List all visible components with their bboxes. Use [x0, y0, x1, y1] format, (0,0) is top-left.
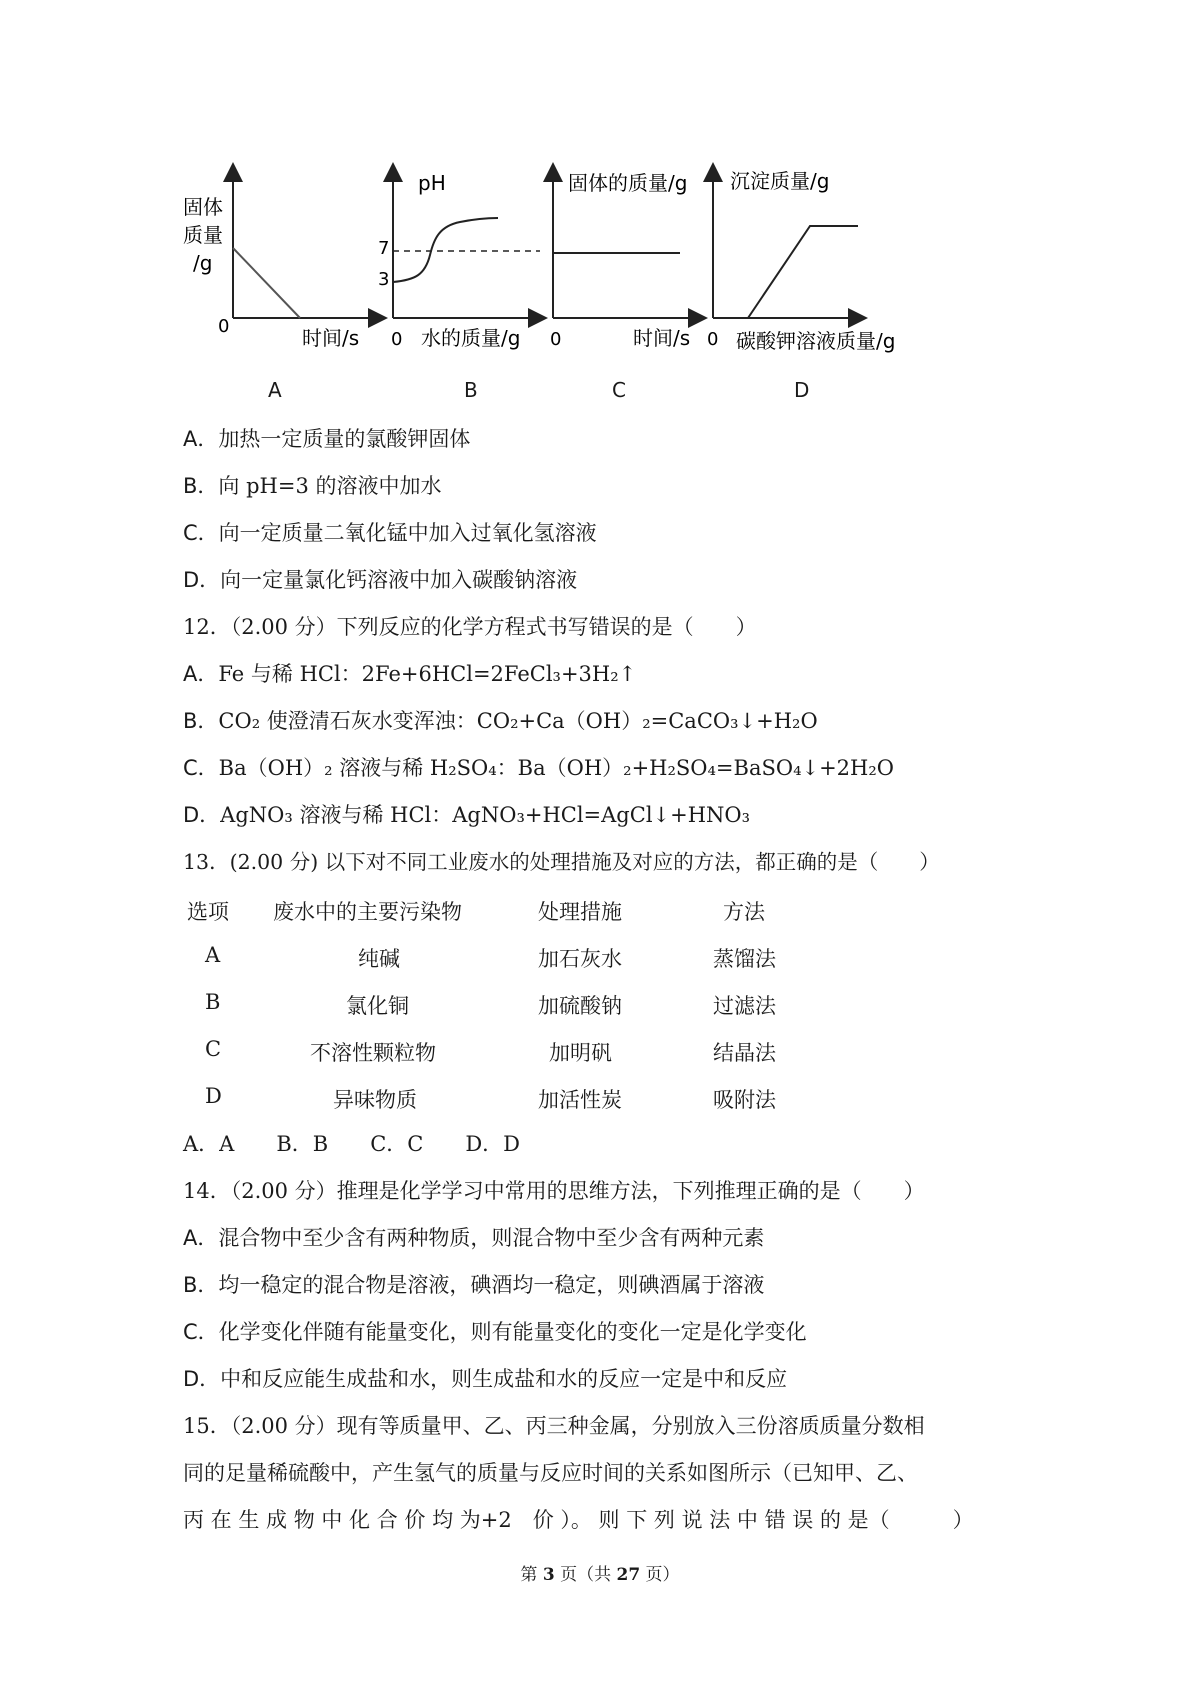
table-cell: 异味物质: [333, 1088, 417, 1112]
figure-b: [378, 171, 540, 350]
table-header-cell: 处理措施: [538, 900, 622, 924]
figure-label-c: C: [612, 378, 626, 402]
table-cell: A: [205, 943, 221, 967]
q11-option-a: A．加热一定质量的氯酸钾固体: [183, 427, 471, 451]
table-row: [183, 943, 883, 990]
fig-a-ytitle-3: /g: [193, 251, 213, 275]
table-cell: D: [205, 1084, 222, 1108]
fig-d-ytitle: 沉淀质量/g: [730, 169, 830, 193]
fig-b-ytitle: pH: [418, 171, 446, 195]
fig-c-origin: 0: [550, 329, 562, 350]
q15-line-2: 同的足量稀硫酸中，产生氢气的质量与反应时间的关系如图所示（已知甲、乙、: [183, 1461, 918, 1485]
table-cell: 吸附法: [713, 1088, 776, 1112]
footer-text: 页（共: [554, 1565, 617, 1585]
q12-stem: 12．（2.00 分）下列反应的化学方程式书写错误的是（ ）: [183, 615, 757, 639]
q11-option-b: B．向 pH=3 的溶液中加水: [183, 474, 442, 498]
q13-table: [183, 896, 883, 1131]
q15-line-1: 15．（2.00 分）现有等质量甲、乙、丙三种金属，分别放入三份溶质质量分数相: [183, 1414, 925, 1438]
q14-option-d: D．中和反应能生成盐和水，则生成盐和水的反应一定是中和反应: [183, 1367, 788, 1391]
fig-c-xtitle: 时间/s: [633, 326, 691, 350]
q13-stem: 13．(2.00 分) 以下对不同工业废水的处理措施及对应的方法，都正确的是（ ）: [183, 850, 940, 874]
fig-a-xtitle: 时间/s: [302, 326, 360, 350]
fig-c-ytitle: 固体的质量/g: [568, 171, 688, 195]
footer-text: 页）: [640, 1565, 680, 1585]
table-header-cell: 选项: [187, 900, 229, 924]
figure-c: [550, 171, 698, 350]
q12-option-b: B．CO₂ 使澄清石灰水变浑浊：CO₂+Ca（OH）₂=CaCO₃↓+H₂O: [183, 709, 818, 733]
q14-stem: 14．（2.00 分）推理是化学学习中常用的思维方法，下列推理正确的是（ ）: [183, 1179, 925, 1203]
total-pages: 27: [616, 1565, 641, 1585]
fig-b-xtitle: 水的质量/g: [421, 326, 521, 350]
q12-option-c: C．Ba（OH）₂ 溶液与稀 H₂SO₄：Ba（OH）₂+H₂SO₄=BaSO₄↓+2H₂O: [183, 756, 894, 780]
table-header-cell: 方法: [723, 900, 765, 924]
table-cell: 加活性炭: [538, 1088, 622, 1112]
footer-text: 第: [520, 1565, 543, 1585]
fig-b-tick-7: 7: [378, 238, 390, 259]
q13-answers: A．A B．B C．C D．D: [183, 1132, 521, 1156]
fig-d-xtitle: 碳酸钾溶液质量/g: [736, 329, 896, 353]
table-cell: 加硫酸钠: [538, 994, 622, 1018]
q12-option-a: A．Fe 与稀 HCl：2Fe+6HCl=2FeCl₃+3H₂↑: [183, 662, 637, 686]
table-header-row: [183, 896, 883, 943]
fig-a-ytitle-1: 固体: [183, 195, 223, 219]
page-footer: [0, 1560, 1200, 1585]
q14-option-a: A．混合物中至少含有两种物质，则混合物中至少含有两种元素: [183, 1226, 765, 1250]
q12-option-d: D．AgNO₃ 溶液与稀 HCl：AgNO₃+HCl=AgCl↓+HNO₃: [183, 803, 751, 827]
table-cell: C: [205, 1037, 222, 1061]
q11-option-c: C．向一定质量二氧化锰中加入过氧化氢溶液: [183, 521, 597, 545]
figure-label-d: D: [794, 378, 810, 402]
table-cell: 纯碱: [358, 947, 400, 971]
fig-d-origin: 0: [707, 329, 719, 350]
table-cell: 结晶法: [713, 1041, 776, 1065]
figure-a: [183, 172, 378, 350]
fig-b-origin: 0: [391, 329, 403, 350]
table-cell: 蒸馏法: [713, 947, 776, 971]
q15-line-3: 丙 在 生 成 物 中 化 合 价 均 为+2 价 ）。 则 下 列 说 法 中 错 误 的 是（ ）: [183, 1508, 974, 1532]
table-cell: 加明矾: [549, 1041, 612, 1065]
page-number: 3: [542, 1565, 555, 1585]
figure-d: [707, 169, 895, 353]
table-row: [183, 1037, 883, 1084]
fig-a-origin: 0: [218, 316, 230, 337]
fig-a-ytitle-2: 质量: [183, 223, 223, 247]
q14-option-b: B．均一稳定的混合物是溶液，碘酒均一稳定，则碘酒属于溶液: [183, 1273, 765, 1297]
table-row: [183, 1084, 883, 1131]
table-cell: 过滤法: [713, 994, 776, 1018]
figure-label-b: B: [464, 378, 478, 402]
figures-row: [0, 0, 1200, 400]
table-cell: 不溶性颗粒物: [310, 1041, 436, 1065]
fig-b-tick-3: 3: [378, 269, 390, 290]
figure-label-a: A: [268, 378, 282, 402]
q11-option-d: D．向一定量氯化钙溶液中加入碳酸钠溶液: [183, 568, 578, 592]
table-row: [183, 990, 883, 1037]
q14-option-c: C．化学变化伴随有能量变化，则有能量变化的变化一定是化学变化: [183, 1320, 807, 1344]
table-cell: B: [205, 990, 221, 1014]
table-cell: 氯化铜: [346, 994, 409, 1018]
table-header-cell: 废水中的主要污染物: [273, 900, 462, 924]
table-cell: 加石灰水: [538, 947, 622, 971]
